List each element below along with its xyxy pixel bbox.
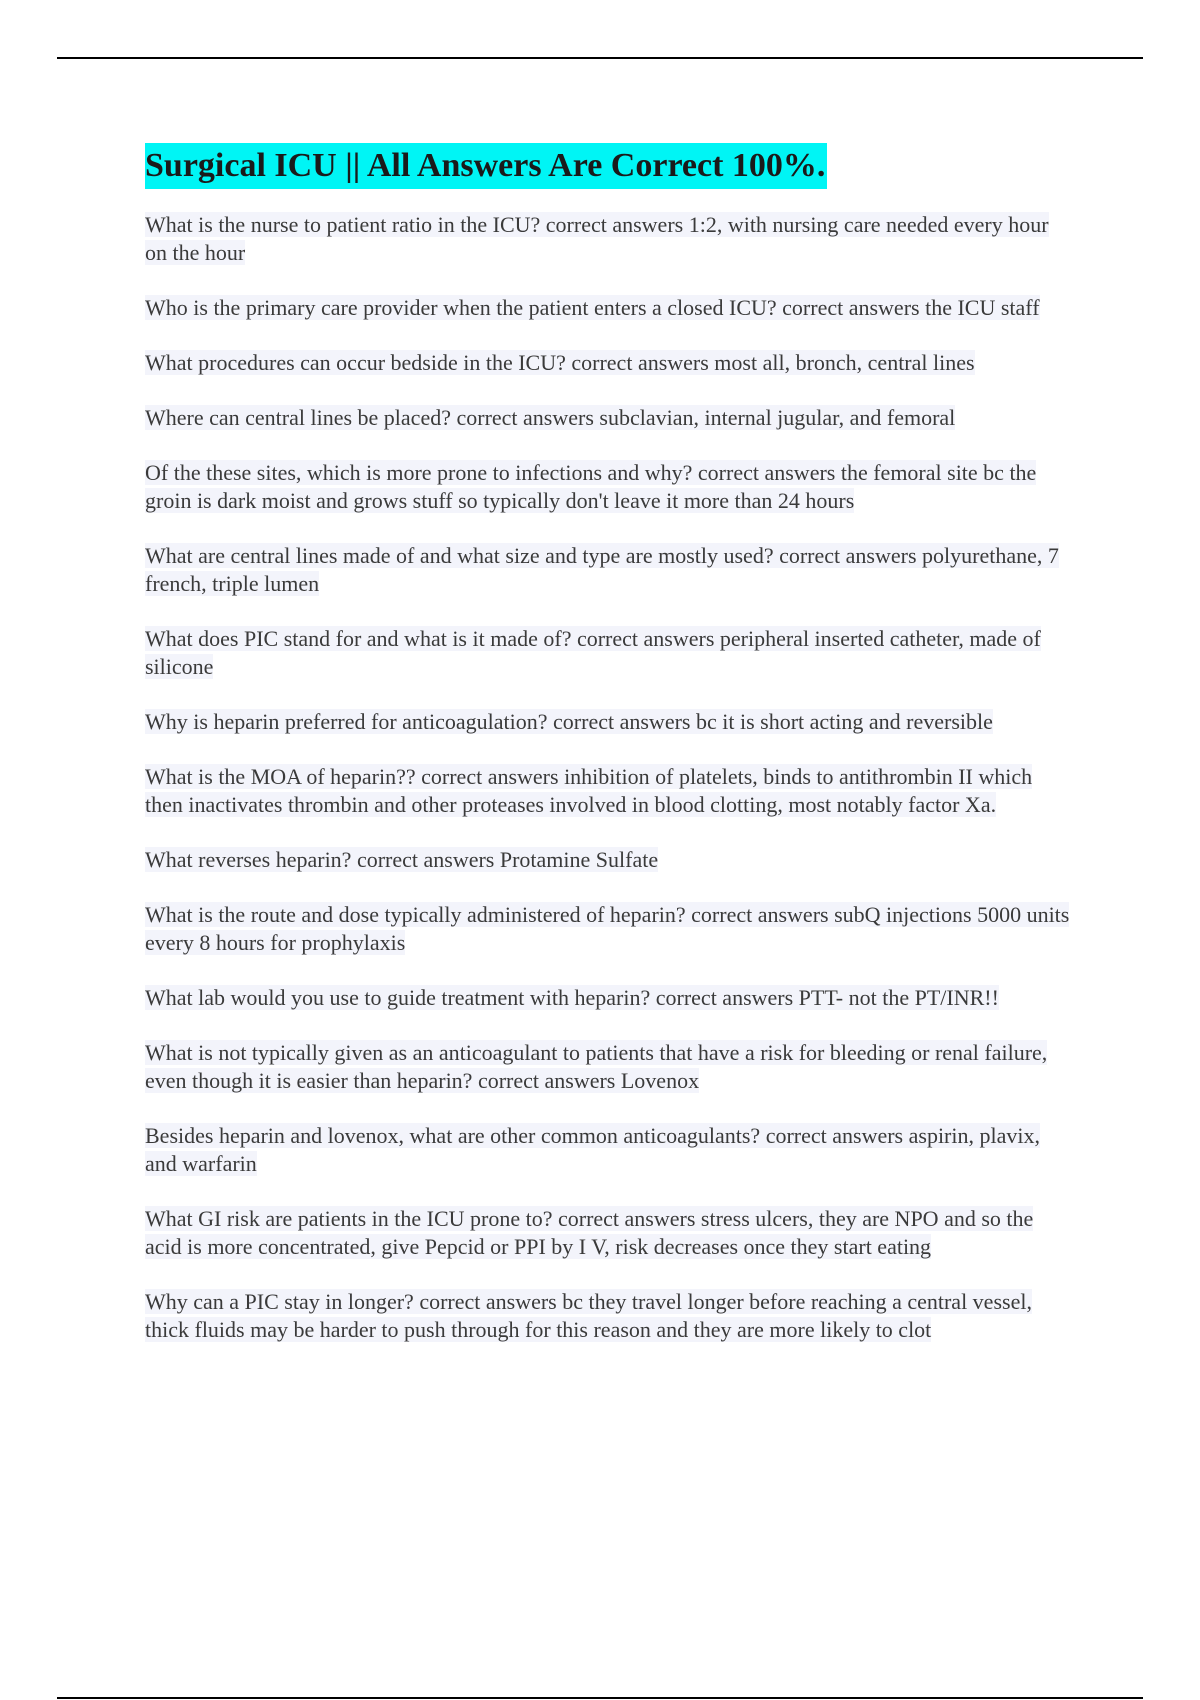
qa-text: What lab would you use to guide treatment with heparin? correct answers PTT- not the PT/INR!! (145, 985, 999, 1010)
qa-item (145, 846, 1075, 874)
qa-text: Who is the primary care provider when the patient enters a closed ICU? correct answers the ICU staff (145, 295, 1040, 320)
qa-text: What are central lines made of and what size and type are mostly used? correct answers polyurethane, 7 french, triple lumen (145, 543, 1059, 596)
qa-text: What procedures can occur bedside in the ICU? correct answers most all, bronch, central lines (145, 350, 975, 375)
qa-item (145, 625, 1075, 681)
qa-item (145, 542, 1075, 598)
qa-text: Of the these sites, which is more prone to infections and why? correct answers the femoral site bc the groin is dark moist and grows stuff so typically don't leave it more than 24 hours (145, 460, 1037, 513)
qa-text: What is not typically given as an anticoagulant to patients that have a risk for bleeding or renal failure, even though it is easier than heparin? correct answers Lovenox (145, 1040, 1048, 1093)
qa-text: What does PIC stand for and what is it made of? correct answers peripheral inserted catheter, made of silicone (145, 626, 1041, 679)
qa-text: Where can central lines be placed? correct answers subclavian, internal jugular, and femoral (145, 405, 956, 430)
qa-item (145, 1039, 1075, 1095)
qa-item (145, 1122, 1075, 1178)
qa-item (145, 294, 1075, 322)
qa-item (145, 349, 1075, 377)
qa-item (145, 708, 1075, 736)
qa-item (145, 459, 1075, 515)
qa-text: What is the route and dose typically administered of heparin? correct answers subQ injections 5000 units every 8 hours for prophylaxis (145, 902, 1070, 955)
document-body (145, 143, 1075, 1371)
qa-text: What is the nurse to patient ratio in the ICU? correct answers 1:2, with nursing care needed every hour on the hour (145, 212, 1049, 265)
document-title: Surgical ICU || All Answers Are Correct 100%. (145, 143, 827, 189)
qa-text: What GI risk are patients in the ICU prone to? correct answers stress ulcers, they are NPO and so the acid is more concentrated, give Pepcid or PPI by I V, risk decreases once they start eating (145, 1206, 1034, 1259)
top-rule (57, 57, 1143, 59)
qa-text: Besides heparin and lovenox, what are other common anticoagulants? correct answers aspirin, plavix, and warfarin (145, 1123, 1040, 1176)
qa-text: Why is heparin preferred for anticoagulation? correct answers bc it is short acting and reversible (145, 709, 993, 734)
qa-text: Why can a PIC stay in longer? correct answers bc they travel longer before reaching a central vessel, thick fluids may be harder to push through for this reason and they are more likely to clot (145, 1289, 1032, 1342)
qa-item (145, 984, 1075, 1012)
qa-text: What reverses heparin? correct answers Protamine Sulfate (145, 847, 659, 872)
bottom-rule (57, 1697, 1143, 1699)
qa-item (145, 211, 1075, 267)
qa-text: What is the MOA of heparin?? correct answers inhibition of platelets, binds to antithrombin II which then inactivates thrombin and other proteases involved in blood clotting, most notably factor Xa. (145, 764, 1033, 817)
qa-item (145, 1205, 1075, 1261)
qa-item (145, 763, 1075, 819)
title-block (145, 143, 1075, 189)
qa-item (145, 901, 1075, 957)
qa-item (145, 404, 1075, 432)
qa-item (145, 1288, 1075, 1344)
